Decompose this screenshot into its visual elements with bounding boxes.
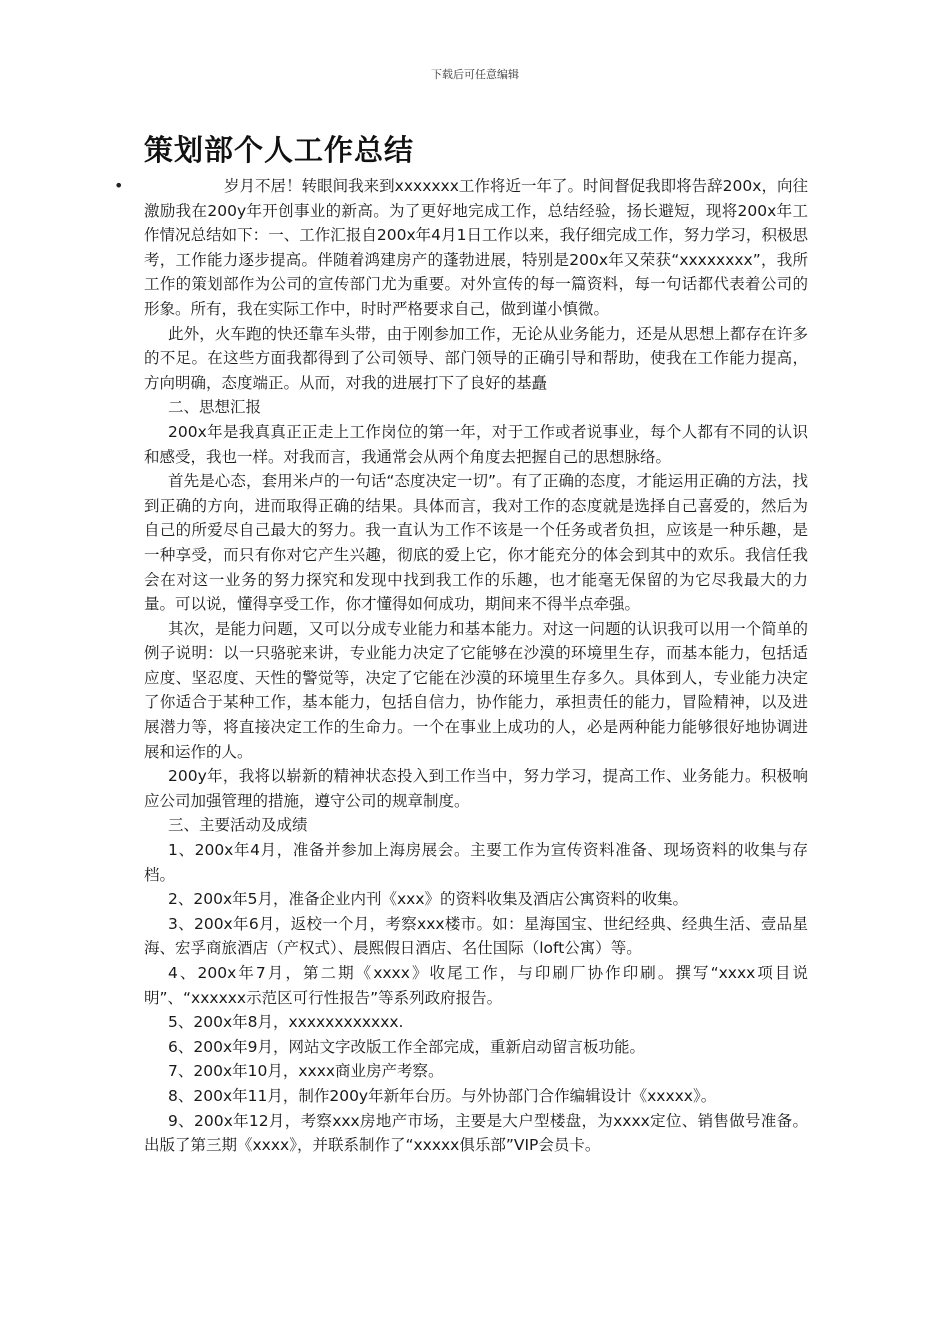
document-title: 策划部个人工作总结 (144, 133, 415, 167)
list-item: 8、200x年11月，制作200y年新年台历。与外协部门合作编辑设计《xxxxx》。 (168, 1086, 717, 1105)
paragraph: 200x年是我真真正正走上工作岗位的第一年，对于工作或者说事业，每个人都有不同的认识和感受，我也一样。对我而言，我通常会从两个角度去把握自己的思想脉络。 (144, 422, 808, 466)
paragraph-intro: 岁月不居！转眼间我来到xxxxxxx工作将近一年了。时间督促我即将告辞200x，向往激励我在200y年开创事业的新高。为了更好地完成工作，总结经验，扬长避短，现将200x年工作情况总结如下：一、工作汇报自200x年4月1日工作以来，我仔细完成工作，努力学习，积极思考，工作能力逐步提高。伴随着鸿建房产的蓬勃进展，特别是200x年又荣获“xxxxxxxx”，我所工作的策划部作为公司的宣传部门尤为重要。对外宣传的每一篇资料，每一句话都代表着公司的形象。所有，我在实际工作中，时时严格要求自己，做到谨小慎微。 (144, 177, 808, 318)
list-item: 3、200x年6月，返校一个月，考察xxx楼市。如：星海国宝、世纪经典、经典生活、壹品星海、宏孚商旅酒店（产权式）、晨熙假日酒店、名仕国际（loft公寓）等。 (144, 914, 808, 958)
list-item: 6、200x年9月，网站文字改版工作全部完成，重新启动留言板功能。 (168, 1037, 645, 1056)
section-heading: 三、主要活动及成绩 (168, 816, 308, 835)
paragraph: 200y年，我将以崭新的精神状态投入到工作当中，努力学习，提高工作、业务能力。积极响应公司加强管理的措施，遵守公司的规章制度。 (144, 767, 808, 810)
paragraph: 其次，是能力问题，又可以分成专业能力和基本能力。对这一问题的认识我可以用一个简单的例子说明：以一只骆驼来讲，专业能力决定了它能够在沙漠的环境里生存，而基本能力，包括适应度、坚忍度、天性的警觉等，决定了它能在沙漠的环境里生存多久。具体到人，专业能力决定了你适合于某种工作，基本能力，包括自信力，协作能力，承担责任的能力，冒险精神，以及进展潜力等，将直接决定工作的生命力。一个在事业上成功的人，必是两种能力能够很好地协调进展和运作的人。 (144, 619, 808, 761)
list-item: 7、200x年10月，xxxx商业房产考察。 (168, 1062, 444, 1081)
document-body (144, 174, 808, 1158)
list-item: 4、200x年7月，第二期《xxxx》收尾工作，与印刷厂协作印刷。撰写“xxxx项目说明”、“xxxxxx示范区可行性报告”等系列政府报告。 (144, 964, 808, 1007)
header-note: 下载后可任意编辑 (431, 68, 519, 81)
paragraph: 此外，火车跑的快还靠车头带，由于刚参加工作，无论从业务能力，还是从思想上都存在许多的不足。在这些方面我都得到了公司领导、部门领导的正确引导和帮助，使我在工作能力提高，方向明确，态度端正。从而，对我的进展打下了良好的基矗 (144, 324, 808, 392)
bullet-marker: • (114, 176, 124, 195)
list-item: 9、200x年12月，考察xxx房地产市场，主要是大户型楼盘，为xxxx定位、销售做号准备。出版了第三期《xxxx》，并联系制作了“xxxxx俱乐部”VIP会员卡。 (144, 1111, 808, 1155)
list-item: 5、200x年8月，xxxxxxxxxxxx. (168, 1013, 404, 1032)
list-item: 1、200x年4月，准备并参加上海房展会。主要工作为宣传资料准备、现场资料的收集与存档。 (144, 841, 808, 884)
paragraph: 首先是心态，套用米卢的一句话“态度决定一切”。有了正确的态度，才能运用正确的方法，找到正确的方向，进而取得正确的结果。具体而言，我对工作的态度就是选择自己喜爱的，然后为自己的所爱尽自己最大的努力。我一直认为工作不该是一个任务或者负担，应该是一种乐趣，是一种享受，而只有你对它产生兴趣，彻底的爱上它，你才能充分的体会到其中的欢乐。我信任我会在对这一业务的努力探究和发现中找到我工作的乐趣，也才能毫无保留的为它尽我最大的力量。可以说，懂得享受工作，你才懂得如何成功，期间来不得半点牵强。 (144, 472, 808, 614)
section-heading: 二、思想汇报 (168, 398, 262, 417)
list-item: 2、200x年5月，准备企业内刊《xxx》的资料收集及酒店公寓资料的收集。 (168, 890, 689, 909)
